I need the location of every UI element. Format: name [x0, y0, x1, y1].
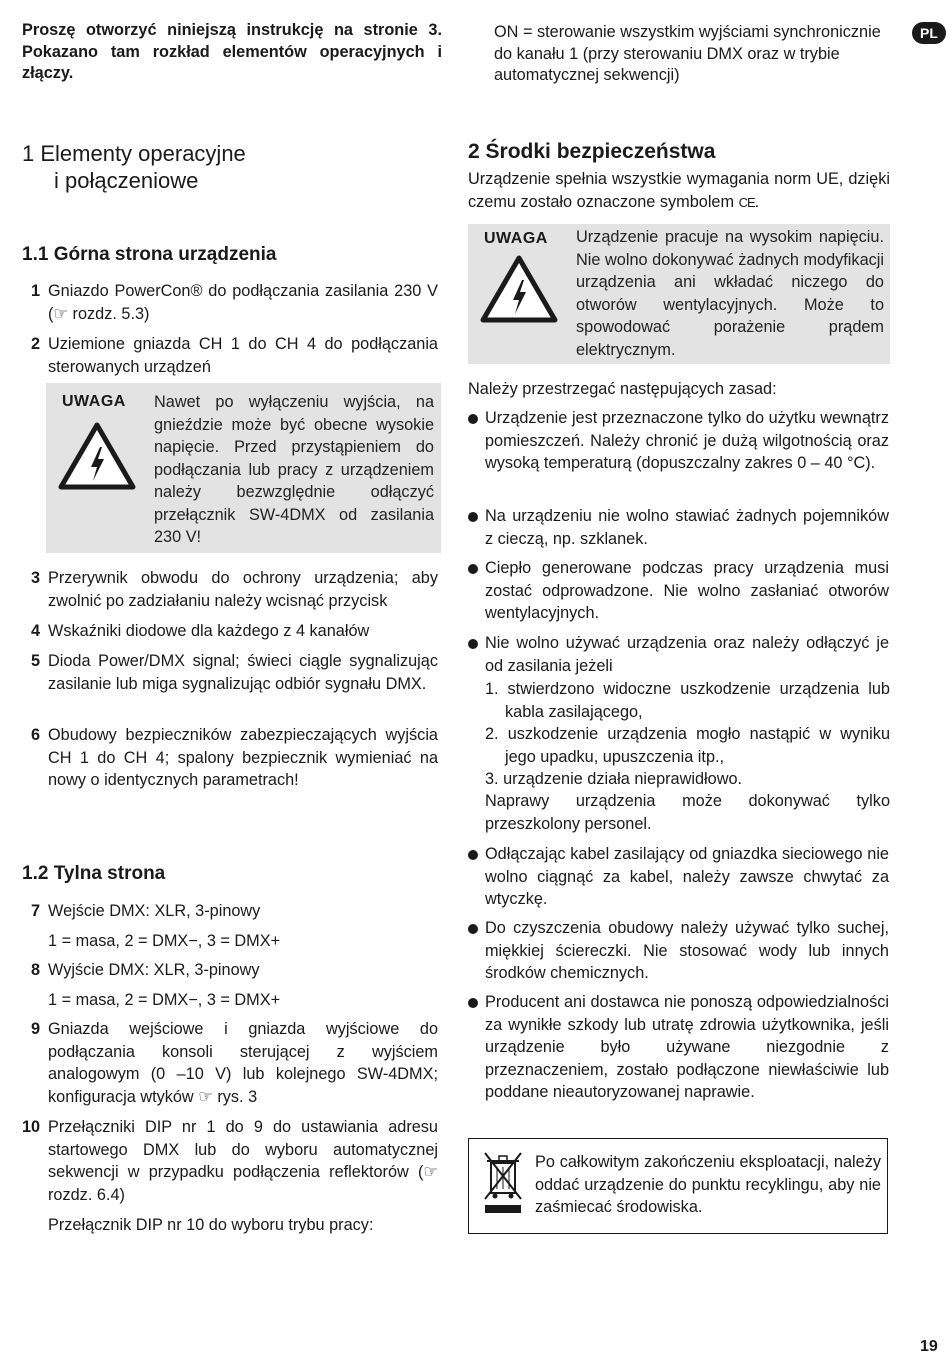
section2-intro-text: Urządzenie spełnia wszystkie wymagania norm UE, dzięki czemu zostało oznaczone symbolem — [468, 170, 890, 211]
item-text: Wskaźniki diodowe dla każdego z 4 kanałów — [48, 622, 370, 640]
section2-title: 2 Środki bezpieczeństwa — [468, 140, 716, 163]
item-text: Uziemione gniazda CH 1 do CH 4 do podłączania sterowanych urządzeń — [48, 335, 438, 376]
bullet-icon — [468, 564, 478, 574]
item-text: Gniazda wejściowe i gniazda wyjściowe do podłączania konsoli sterującej z wyjściem analogowym (0 –10 V) lub kolejnego SW-4DMX; konfiguracja wtyków ☞ rys. 3 — [48, 1020, 438, 1106]
bullet-text: Nie wolno używać urządzenia oraz należy odłączyć je od zasilania jeżeli — [485, 634, 889, 675]
item-number: 4 — [30, 622, 40, 640]
bullet-icon — [468, 414, 478, 424]
item-number: 10 — [22, 1118, 41, 1136]
bullet-item — [468, 917, 890, 985]
section1-1-title: 1.1 Górna strona urządzenia — [22, 244, 277, 265]
repair-note: Naprawy urządzenia może dokonywać tylko przeszkolony personel. — [485, 792, 890, 833]
sublist-item: 3. urządzenie działa nieprawidłowo. — [485, 770, 743, 788]
bullet-item — [468, 843, 890, 911]
bullet-text: Na urządzeniu nie wolno stawiać żadnych pojemników z cieczą, np. szklanek. — [485, 507, 889, 548]
item-text: Dioda Power/DMX signal; świeci ciągle sygnalizując zasilanie lub miga sygnalizując odbiór sygnału DMX. — [48, 652, 438, 693]
bullet-icon — [468, 512, 478, 522]
bullet-text: Ciepło generowane podczas pracy urządzenia musi zostać odprowadzone. Nie wolno zasłaniać otworów wentylacyjnych. — [485, 559, 889, 622]
rules-intro: Należy przestrzegać następujących zasad: — [468, 380, 777, 398]
bullet-item — [468, 407, 890, 499]
item-text: Wyjście DMX: XLR, 3-pinowy — [48, 961, 260, 979]
section2-intro-end: . — [754, 192, 760, 211]
item-number: 1 — [30, 282, 40, 300]
bullet-icon — [468, 924, 478, 934]
item-number: 5 — [30, 652, 40, 670]
pin-assignment: 1 = masa, 2 = DMX−, 3 = DMX+ — [48, 991, 281, 1009]
item-number: 7 — [30, 902, 40, 920]
warning-text: Urządzenie pracuje na wysokim napięciu. Nie wolno dokonywać żadnych modyfikacji urządzenia ani wkładać niczego do otworów wentylacyjnych. Może to spowodować porażenie prądem elektrycznym. — [576, 228, 884, 359]
warning-text: Nawet po wyłączeniu wyjścia, na gnieździe może być obecne wysokie napięcie. Przed przystąpieniem do podłączania lub pracy z urządzeniem należy bezwzględnie odłączyć przełącznik SW-4DMX od zasilania 230 V! — [154, 393, 434, 546]
item-text: Przełączniki DIP nr 1 do 9 do ustawiania adresu startowego DMX lub do wyboru automatycznej sekwencji w przypadku podłączenia reflektorów (☞ rozdz. 6.4) — [48, 1118, 438, 1204]
warning-label: UWAGA — [62, 393, 126, 410]
item-number: 3 — [30, 569, 40, 587]
bullet-icon — [468, 998, 478, 1008]
bullet-item — [468, 505, 890, 551]
item-text: Przerywnik obwodu do ochrony urządzenia; aby zwolnić po zadziałaniu należy wcisnąć przycisk — [48, 569, 438, 610]
bullet-text: Odłączając kabel zasilający od gniazdka sieciowego nie wolno ciągnąć za kabel, należy zawsze chwytać za wtyczkę. — [485, 845, 889, 908]
recycling-text: Po całkowitym zakończeniu eksploatacji, należy oddać urządzenie do punktu recyklingu, aby nie zaśmiecać środowiska. — [535, 1153, 881, 1216]
intro-left: Proszę otworzyć niniejszą instrukcję na stronie 3. Pokazano tam rozkład elementów operacyjnych i złączy. — [22, 21, 442, 82]
item-text: Wejście DMX: XLR, 3-pinowy — [48, 902, 261, 920]
warning-label: UWAGA — [484, 230, 548, 247]
ce-mark: CE — [738, 194, 755, 210]
item-text: Obudowy bezpieczników zabezpieczających wyjścia CH 1 do CH 4; spalony bezpiecznik wymieniać na nowy o identycznych parametrach! — [48, 726, 438, 789]
item-text: Gniazdo PowerCon® do podłączania zasilania 230 V (☞ rozdz. 5.3) — [48, 282, 438, 323]
sublist-item: 2. uszkodzenie urządzenia mogło nastąpić w wyniku jego upadku, upuszczenia itp., — [485, 725, 890, 766]
recycling-notice — [468, 1138, 888, 1234]
item-number: 8 — [30, 961, 40, 979]
section1-2-title: 1.2 Tylna strona — [22, 863, 166, 884]
sublist-item: 1. stwierdzono widoczne uszkodzenie urządzenia lub kabla zasilającego, — [485, 680, 890, 721]
bullet-icon — [468, 850, 478, 860]
crossed-out-bin-icon — [483, 1149, 523, 1215]
high-voltage-warning-icon — [58, 421, 136, 491]
language-badge: PL — [912, 22, 946, 44]
warning-box — [46, 383, 441, 553]
warning-box — [468, 224, 890, 364]
bullet-text: Urządzenie jest przeznaczone tylko do użytku wewnątrz pomieszczeń. Należy chronić je dużą wilgotnością oraz wysoką temperaturą (dopuszczalny zakres 0 – 40 °C). — [485, 409, 889, 472]
bullet-item — [468, 991, 890, 1127]
bullet-text: Do czyszczenia obudowy należy używać tylko suchej, miękkiej ściereczki. Nie stosować wody lub innych środków chemicznych. — [485, 919, 889, 982]
bullet-icon — [468, 639, 478, 649]
bullet-item — [468, 632, 890, 678]
high-voltage-warning-icon — [480, 254, 558, 324]
item-number: 6 — [30, 726, 40, 744]
item-number: 9 — [30, 1020, 40, 1038]
pin-assignment: 1 = masa, 2 = DMX−, 3 = DMX+ — [48, 932, 281, 950]
bullet-item — [468, 557, 890, 625]
dip-switch-note: Przełącznik DIP nr 10 do wyboru trybu pracy: — [48, 1216, 374, 1234]
intro-right: ON = sterowanie wszystkim wyjściami synchronicznie do kanału 1 (przy sterowaniu DMX oraz w trybie automatycznej sekwencji) — [494, 23, 881, 84]
page-number: 19 — [920, 1338, 938, 1355]
section1-title-line1: 1 Elementy operacyjne — [22, 141, 246, 166]
item-number: 2 — [30, 335, 40, 353]
section2-intro — [468, 168, 890, 214]
section1-title-line2: i połączeniowe — [54, 168, 199, 193]
bullet-text: Producent ani dostawca nie ponoszą odpowiedzialności za wynikłe szkody lub utratę zdrowia użytkownika, jeśli urządzenie było używane niezgodnie z przeznaczeniem, zostało podłączone niewłaściwie lub poddane nieautoryzowanej naprawie. — [485, 993, 889, 1101]
